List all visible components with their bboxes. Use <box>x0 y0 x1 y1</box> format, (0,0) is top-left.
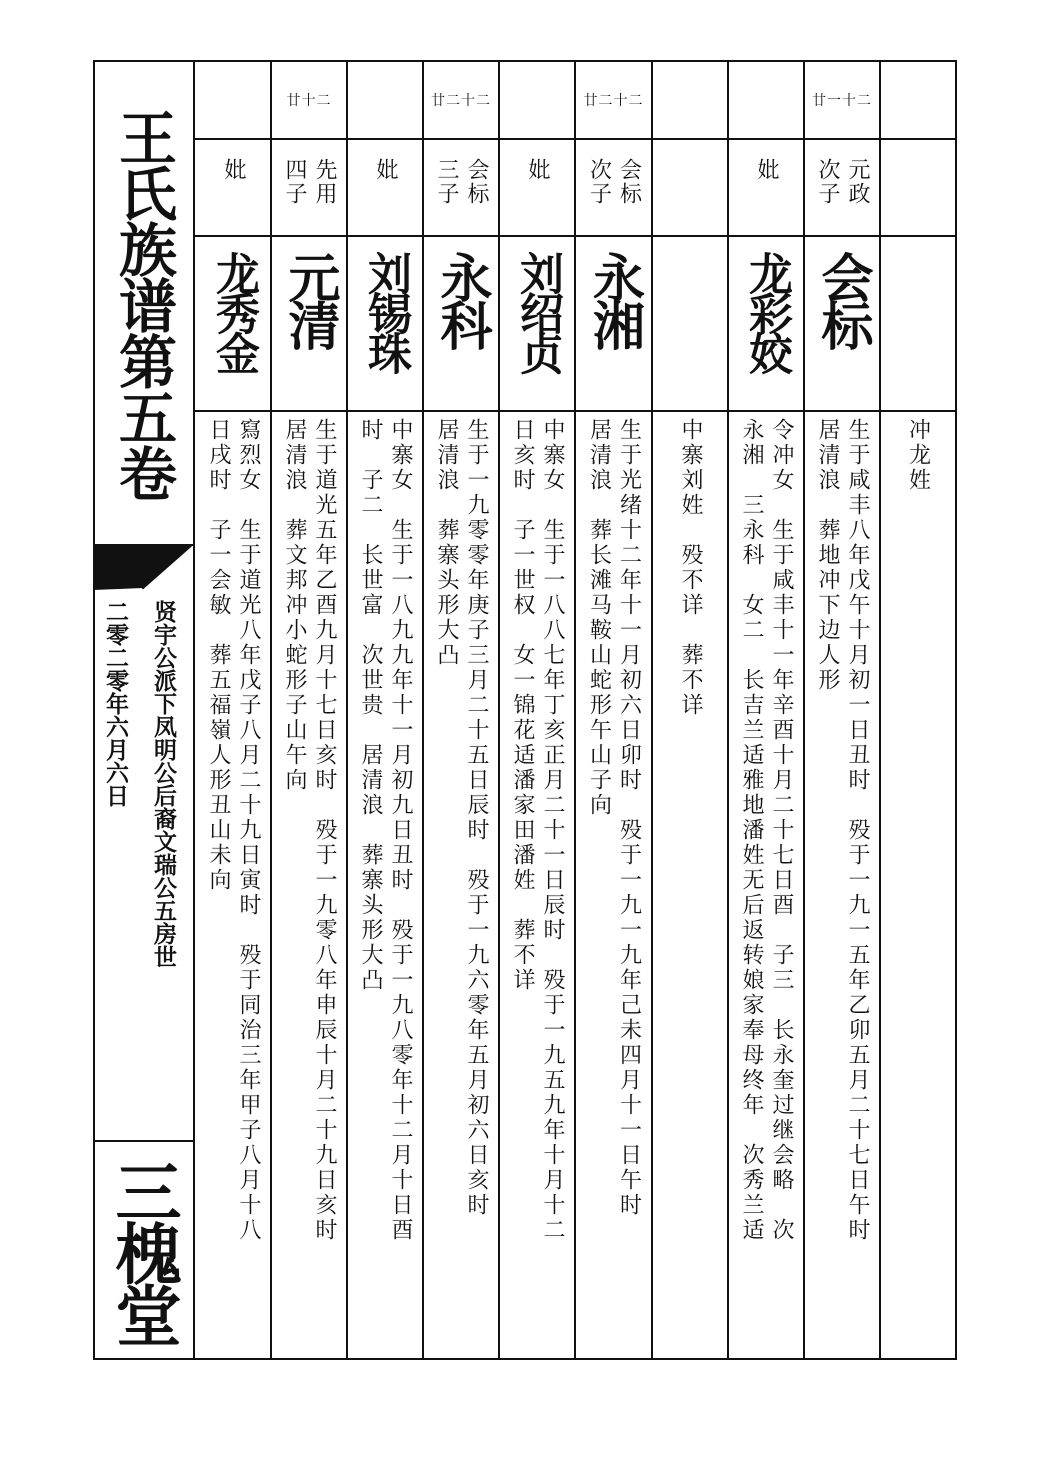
name-cell <box>348 237 422 410</box>
generation-cell <box>805 62 879 138</box>
biography-cell <box>576 412 651 1358</box>
name-cell <box>805 237 879 410</box>
relation-cell <box>500 140 574 235</box>
title-strip <box>93 60 195 1360</box>
generation-cell <box>881 62 954 138</box>
biography-text: 生于道光五年乙酉九月十七日亥时 殁于一九零八年申辰十月二十九日亥时 居清浪 葬文邦冲小蛇形子山午向 <box>282 418 337 1243</box>
biography-text: 冲龙姓 <box>905 418 931 493</box>
relation-label: 先用 四子 <box>282 158 337 206</box>
biography-text: 生于咸丰八年戊午十月初一日丑时 殁于一九一五年乙卯五月二十七日午时 居清浪 葬地冲下边人形 <box>815 418 870 1243</box>
person-name: 永科 <box>431 251 492 347</box>
column-divider <box>727 62 729 1358</box>
name-cell <box>729 237 803 410</box>
person-name: 元清 <box>279 251 340 347</box>
biography-text: 生于一九零零年庚子三月二十五日辰时 殁于一九六零年五月初六日亥时 居清浪 葬寨头形大凸 <box>434 418 489 1218</box>
relation-cell <box>196 140 270 235</box>
person-name: 会标 <box>812 251 873 347</box>
generation-cell <box>729 62 803 138</box>
biography-text: 中寨刘姓 殁不详 葬不详 <box>678 418 703 718</box>
subtitle-area <box>93 544 193 1200</box>
generation-label: 廿二十二 <box>583 93 644 109</box>
biography-cell <box>424 412 498 1358</box>
name-cell <box>653 237 727 410</box>
biography-cell <box>729 412 803 1358</box>
column-divider <box>879 62 881 1358</box>
generation-label: 廿十二 <box>286 93 332 109</box>
biography-cell <box>805 412 879 1358</box>
column-divider <box>422 62 424 1358</box>
generation-label: 廿二十二 <box>431 93 491 109</box>
generation-cell <box>196 62 270 138</box>
hall-divider <box>93 1140 193 1142</box>
relation-cell <box>653 140 727 235</box>
relation-cell <box>881 140 954 235</box>
name-cell <box>576 237 651 410</box>
relation-label: 妣 <box>754 158 779 182</box>
biography-cell <box>348 412 422 1358</box>
generation-cell <box>653 62 727 138</box>
book-title: 王氏族谱第五卷 <box>109 108 177 500</box>
relation-cell <box>272 140 346 235</box>
name-cell <box>424 237 498 410</box>
generation-cell <box>424 62 498 138</box>
name-cell <box>196 237 270 410</box>
publish-date: 二零二零年六月六日 <box>102 600 129 807</box>
relation-label: 妣 <box>221 158 246 182</box>
column-divider <box>270 62 272 1358</box>
person-name: 刘锡珠 <box>360 251 411 371</box>
name-cell <box>272 237 346 410</box>
biography-cell <box>500 412 574 1358</box>
relation-cell <box>805 140 879 235</box>
relation-cell <box>348 140 422 235</box>
column-divider <box>346 62 348 1358</box>
relation-label: 妣 <box>525 158 550 182</box>
generation-cell <box>272 62 346 138</box>
branch-subtitle: 贤宇公派下凤明公后裔文瑞公五房世 <box>150 600 177 968</box>
biography-text: 中寨女 生于一八九九年十一月初九日丑时 殁于一九八零年十二月十日酉 时 子二 长世富 次世贵 居清浪 葬寨头形大凸 <box>358 418 413 1243</box>
relation-cell <box>424 140 498 235</box>
relation-label: 元政 次子 <box>815 158 870 206</box>
person-name: 永湘 <box>583 251 645 347</box>
biography-cell <box>881 412 954 1358</box>
generation-cell <box>348 62 422 138</box>
name-cell <box>881 237 954 410</box>
person-name: 龙秀金 <box>208 251 259 371</box>
hall-name: 三槐堂 <box>104 1158 182 1344</box>
biography-cell <box>653 412 727 1358</box>
generation-label: 廿一十二 <box>812 93 872 109</box>
relation-label: 会标 三子 <box>434 158 489 206</box>
generation-cell <box>500 62 574 138</box>
relation-label: 会标 次子 <box>586 158 642 206</box>
biography-text: 令冲女 生于咸丰十一年辛酉十月二十七日酉 子三 长永奎过继会略 次 永湘 三永科 女二 长吉兰适雅地潘姓无后返转娘家奉母终年 次秀兰适 <box>739 418 794 1243</box>
generation-cell <box>576 62 651 138</box>
column-divider <box>803 62 805 1358</box>
column-divider <box>574 62 576 1358</box>
relation-cell <box>729 140 803 235</box>
relation-cell <box>576 140 651 235</box>
biography-text: 寫烈女 生于道光八年戊子八月二十九日寅时 殁于同治三年甲子八月十八 日戌时 子一会敏 葬五福嶺人形丑山未向 <box>206 418 261 1243</box>
person-name: 龙彩姣 <box>741 251 792 371</box>
relation-label: 妣 <box>373 158 398 182</box>
column-divider <box>498 62 500 1358</box>
name-cell <box>500 237 574 410</box>
biography-text: 生于光绪十二年十一月初六日卯时 殁于一九一九年己未四月十一日午时 居清浪 葬长滩马鞍山蛇形午山子向 <box>586 418 642 1218</box>
person-name: 刘绍贞 <box>512 251 563 371</box>
biography-cell <box>196 412 270 1358</box>
biography-text: 中寨女 生于一八八七年丁亥正月二十一日辰时 殁于一九五九年十月十二 日亥时 子一世权 女一锦花适潘家田潘姓 葬不详 <box>510 418 565 1243</box>
column-divider <box>651 62 653 1358</box>
biography-cell <box>272 412 346 1358</box>
